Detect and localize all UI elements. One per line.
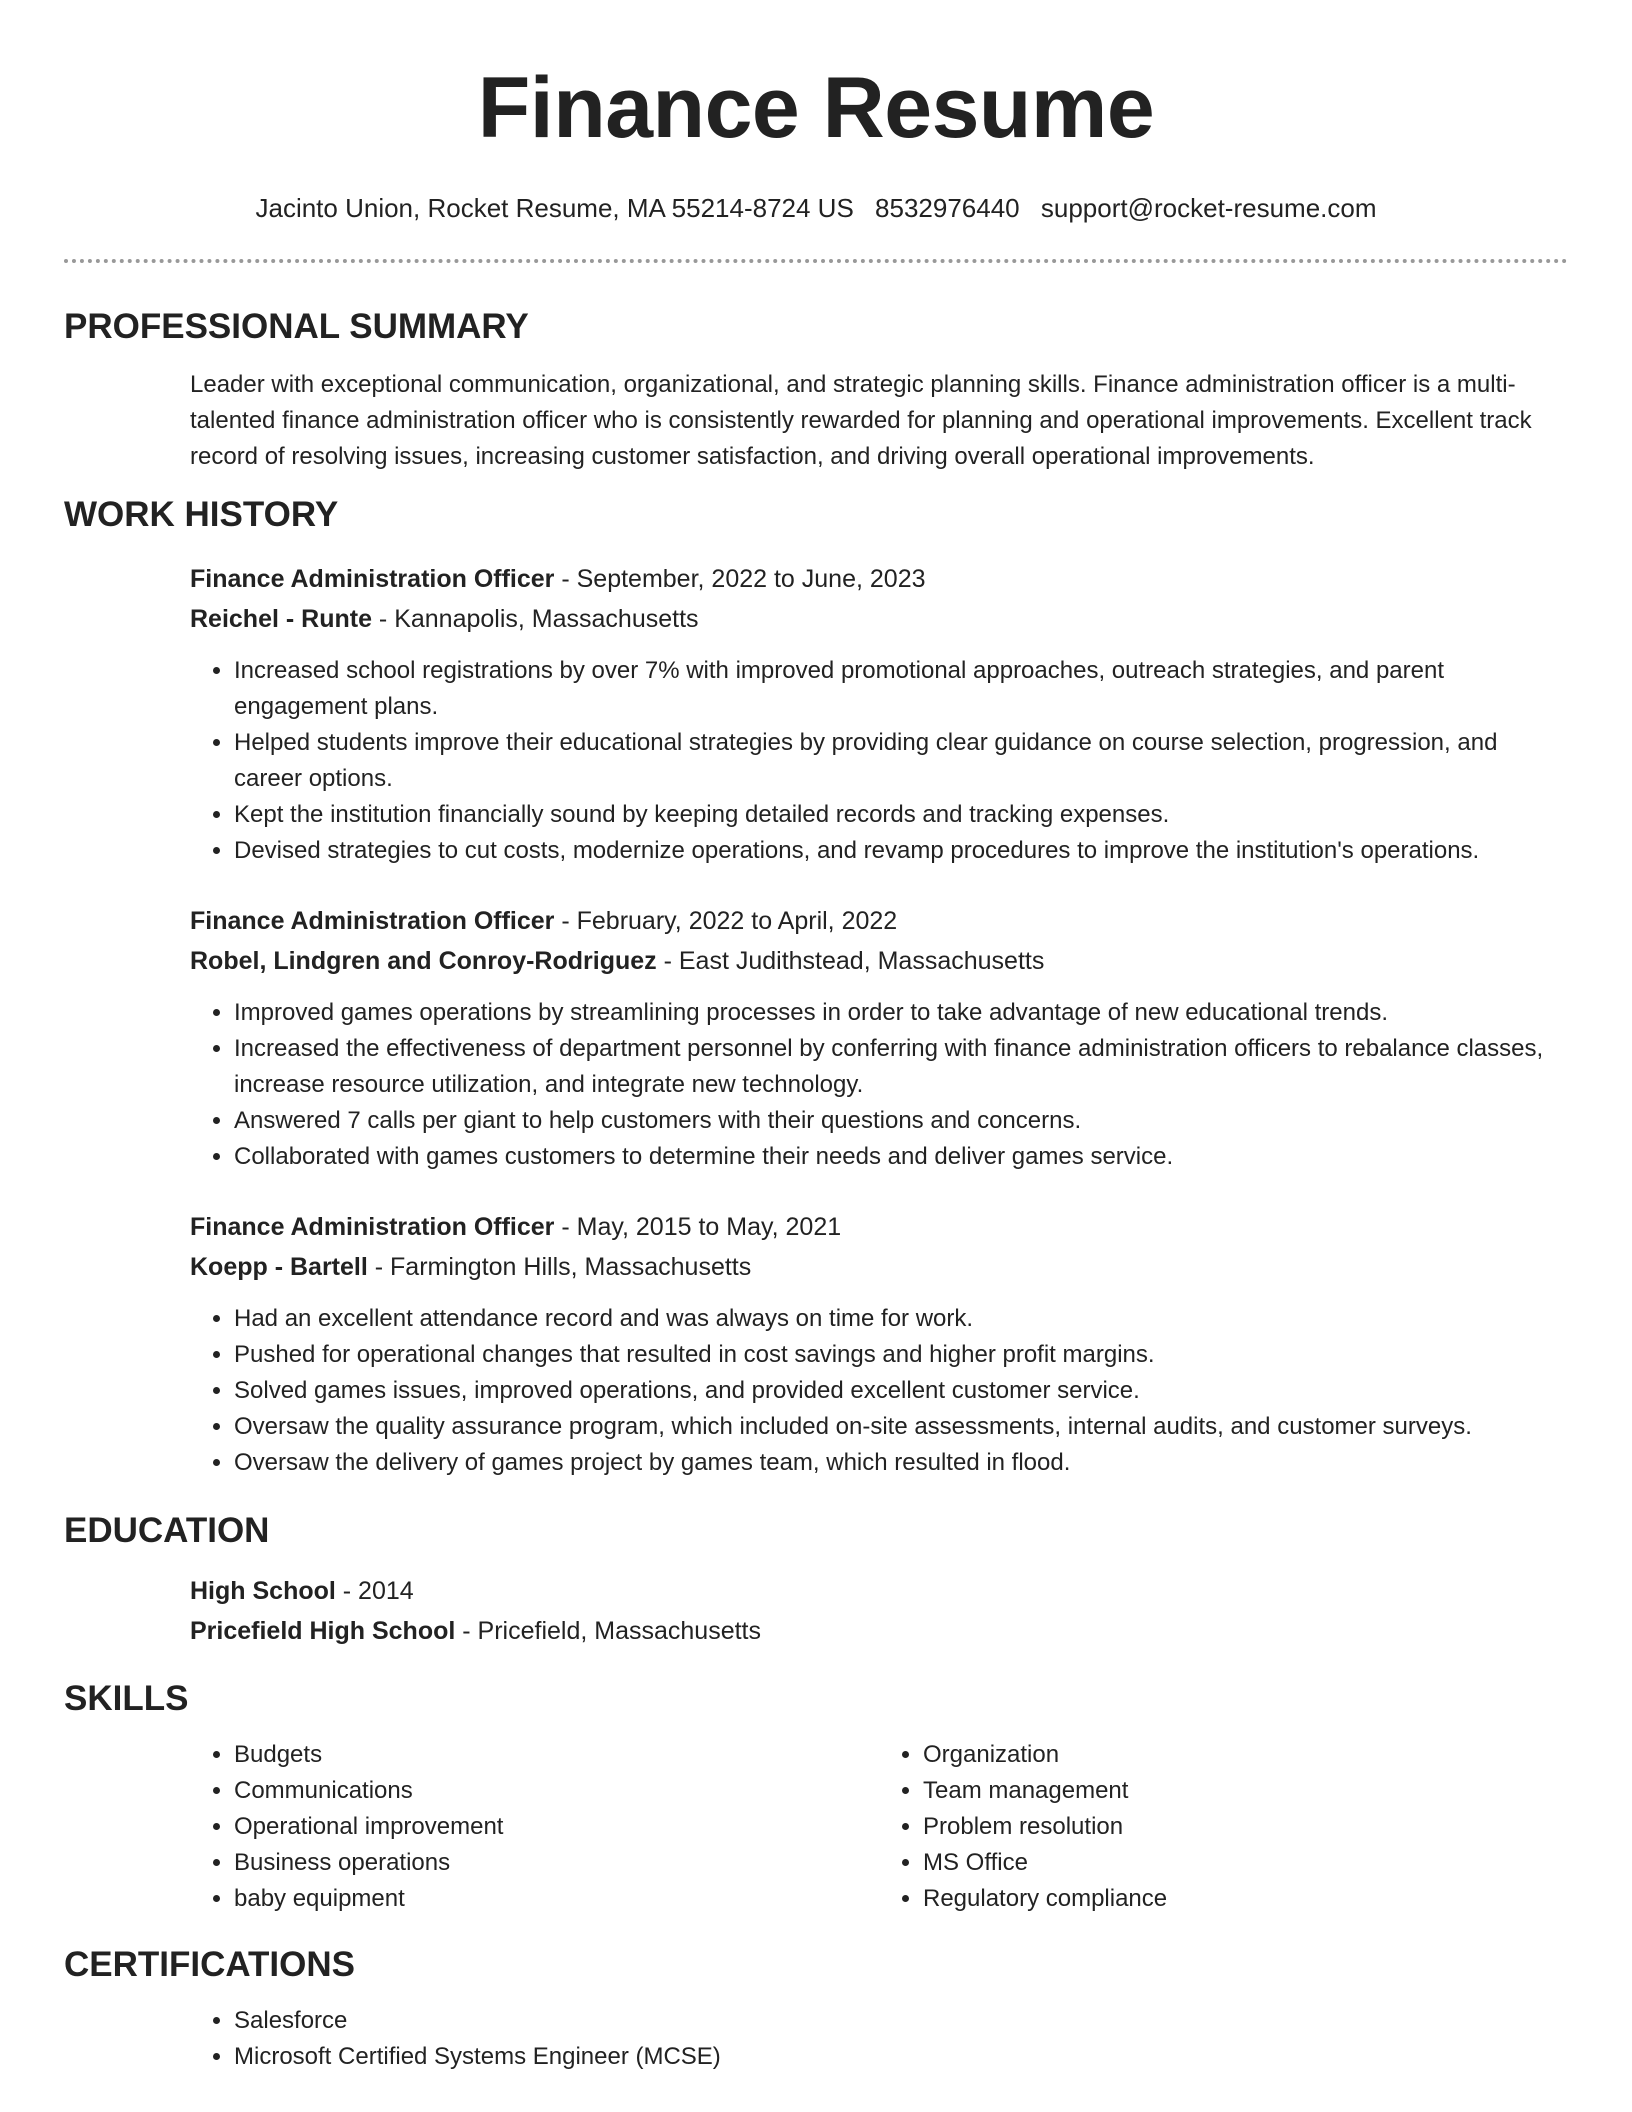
section-heading: PROFESSIONAL SUMMARY (64, 307, 529, 346)
education-location: - Pricefield, Massachusetts (455, 1617, 761, 1645)
job-dates: - February, 2022 to April, 2022 (554, 907, 898, 935)
education-entry (64, 1571, 1568, 1651)
list-item: • Oversaw the delivery of games project by games team, which resulted in flood. (234, 1445, 1568, 1481)
section-professional-summary (0, 305, 1632, 475)
list-item: • Pushed for operational changes that resulted in cost savings and higher profit margins. (234, 1337, 1568, 1373)
list-item: • Increased school registrations by over 7% with improved promotional approaches, outreach strategies, and parent engagement plans. (234, 653, 1568, 725)
section-education (0, 1509, 1632, 1651)
list-item: • Improved games operations by streamlining processes in order to take advantage of new educational trends. (234, 995, 1568, 1031)
list-item: • Oversaw the quality assurance program, which included on-site assessments, internal audits, and customer surveys. (234, 1409, 1568, 1445)
job-entry (64, 901, 1568, 1175)
job-bullets (190, 995, 1568, 1175)
job-company-line (190, 941, 1568, 981)
skills-column-left (190, 1737, 879, 1917)
job-company-line (190, 1247, 1568, 1287)
job-title: Finance Administration Officer (190, 1213, 555, 1241)
section-heading: WORK HISTORY (64, 495, 339, 534)
list-item: • Team management (923, 1773, 1568, 1809)
job-bullets (190, 653, 1568, 869)
list-item: • Budgets (234, 1737, 879, 1773)
certifications-list (190, 2003, 1568, 2075)
section-heading: SKILLS (64, 1679, 189, 1718)
section-skills (0, 1677, 1632, 1917)
job-title: Finance Administration Officer (190, 565, 555, 593)
job-location: - Kannapolis, Massachusetts (371, 605, 699, 633)
education-year: - 2014 (335, 1577, 414, 1605)
list-item: • Organization (923, 1737, 1568, 1773)
header-divider (64, 259, 1568, 263)
job-company: Koepp - Bartell (190, 1253, 368, 1281)
list-item: • Business operations (234, 1845, 879, 1881)
list-item: • Increased the effectiveness of department personnel by conferring with finance administration officers to rebalance classes, increase resource utilization, and integrate new technology. (234, 1031, 1568, 1103)
list-item: • MS Office (923, 1845, 1568, 1881)
list-item: • Collaborated with games customers to determine their needs and deliver games service. (234, 1139, 1568, 1175)
skills-column-right (879, 1737, 1568, 1917)
list-item: • Helped students improve their educational strategies by providing clear guidance on course selection, progression, and career options. (234, 725, 1568, 797)
job-title-line (190, 1207, 1568, 1247)
contact-email: support@rocket-resume.com (1040, 193, 1377, 223)
job-company: Robel, Lindgren and Conroy-Rodriguez (190, 947, 657, 975)
page-title: Finance Resume (477, 60, 1155, 156)
job-dates: - September, 2022 to June, 2023 (554, 565, 926, 593)
list-item: • Communications (234, 1773, 879, 1809)
contact-address: Jacinto Union, Rocket Resume, MA 55214-8724 US (255, 193, 854, 223)
list-item: • Microsoft Certified Systems Engineer (MCSE) (234, 2039, 1568, 2075)
list-item: • Kept the institution financially sound by keeping detailed records and tracking expenses. (234, 797, 1568, 833)
job-company: Reichel - Runte (190, 605, 372, 633)
job-entry (64, 1207, 1568, 1481)
skills-grid (64, 1737, 1568, 1917)
section-heading: EDUCATION (64, 1511, 270, 1550)
list-item: • Operational improvement (234, 1809, 879, 1845)
section-heading: CERTIFICATIONS (64, 1945, 356, 1984)
job-title-line (190, 559, 1568, 599)
education-degree-line (190, 1571, 1568, 1611)
job-dates: - May, 2015 to May, 2021 (554, 1213, 842, 1241)
job-title-line (190, 901, 1568, 941)
contact-line (0, 192, 1632, 224)
job-title: Finance Administration Officer (190, 907, 555, 935)
education-school-line (190, 1611, 1568, 1651)
job-location: - East Judithstead, Massachusetts (656, 947, 1045, 975)
section-certifications (0, 1943, 1632, 2075)
list-item: • Salesforce (234, 2003, 1568, 2039)
education-degree: High School (190, 1577, 336, 1605)
list-item: • Devised strategies to cut costs, modernize operations, and revamp procedures to improve the institution's operations. (234, 833, 1568, 869)
education-school: Pricefield High School (190, 1617, 456, 1645)
list-item: • Had an excellent attendance record and was always on time for work. (234, 1301, 1568, 1337)
job-company-line (190, 599, 1568, 639)
job-location: - Farmington Hills, Massachusetts (367, 1253, 752, 1281)
job-bullets (190, 1301, 1568, 1481)
summary-text: Leader with exceptional communication, organizational, and strategic planning skills. Finance administration officer is a multi-talented finance administration officer who is consistently rewarded for planning and operational improvements. Excellent track record of resolving issues, increasing customer satisfaction, and driving overall operational improvements. (190, 371, 1532, 470)
contact-phone: 8532976440 (875, 193, 1020, 223)
job-entry (64, 559, 1568, 869)
list-item: • baby equipment (234, 1881, 879, 1917)
section-work-history (0, 493, 1632, 1481)
list-item: • Problem resolution (923, 1809, 1568, 1845)
list-item: • Regulatory compliance (923, 1881, 1568, 1917)
list-item: • Answered 7 calls per giant to help customers with their questions and concerns. (234, 1103, 1568, 1139)
list-item: • Solved games issues, improved operations, and provided excellent customer service. (234, 1373, 1568, 1409)
